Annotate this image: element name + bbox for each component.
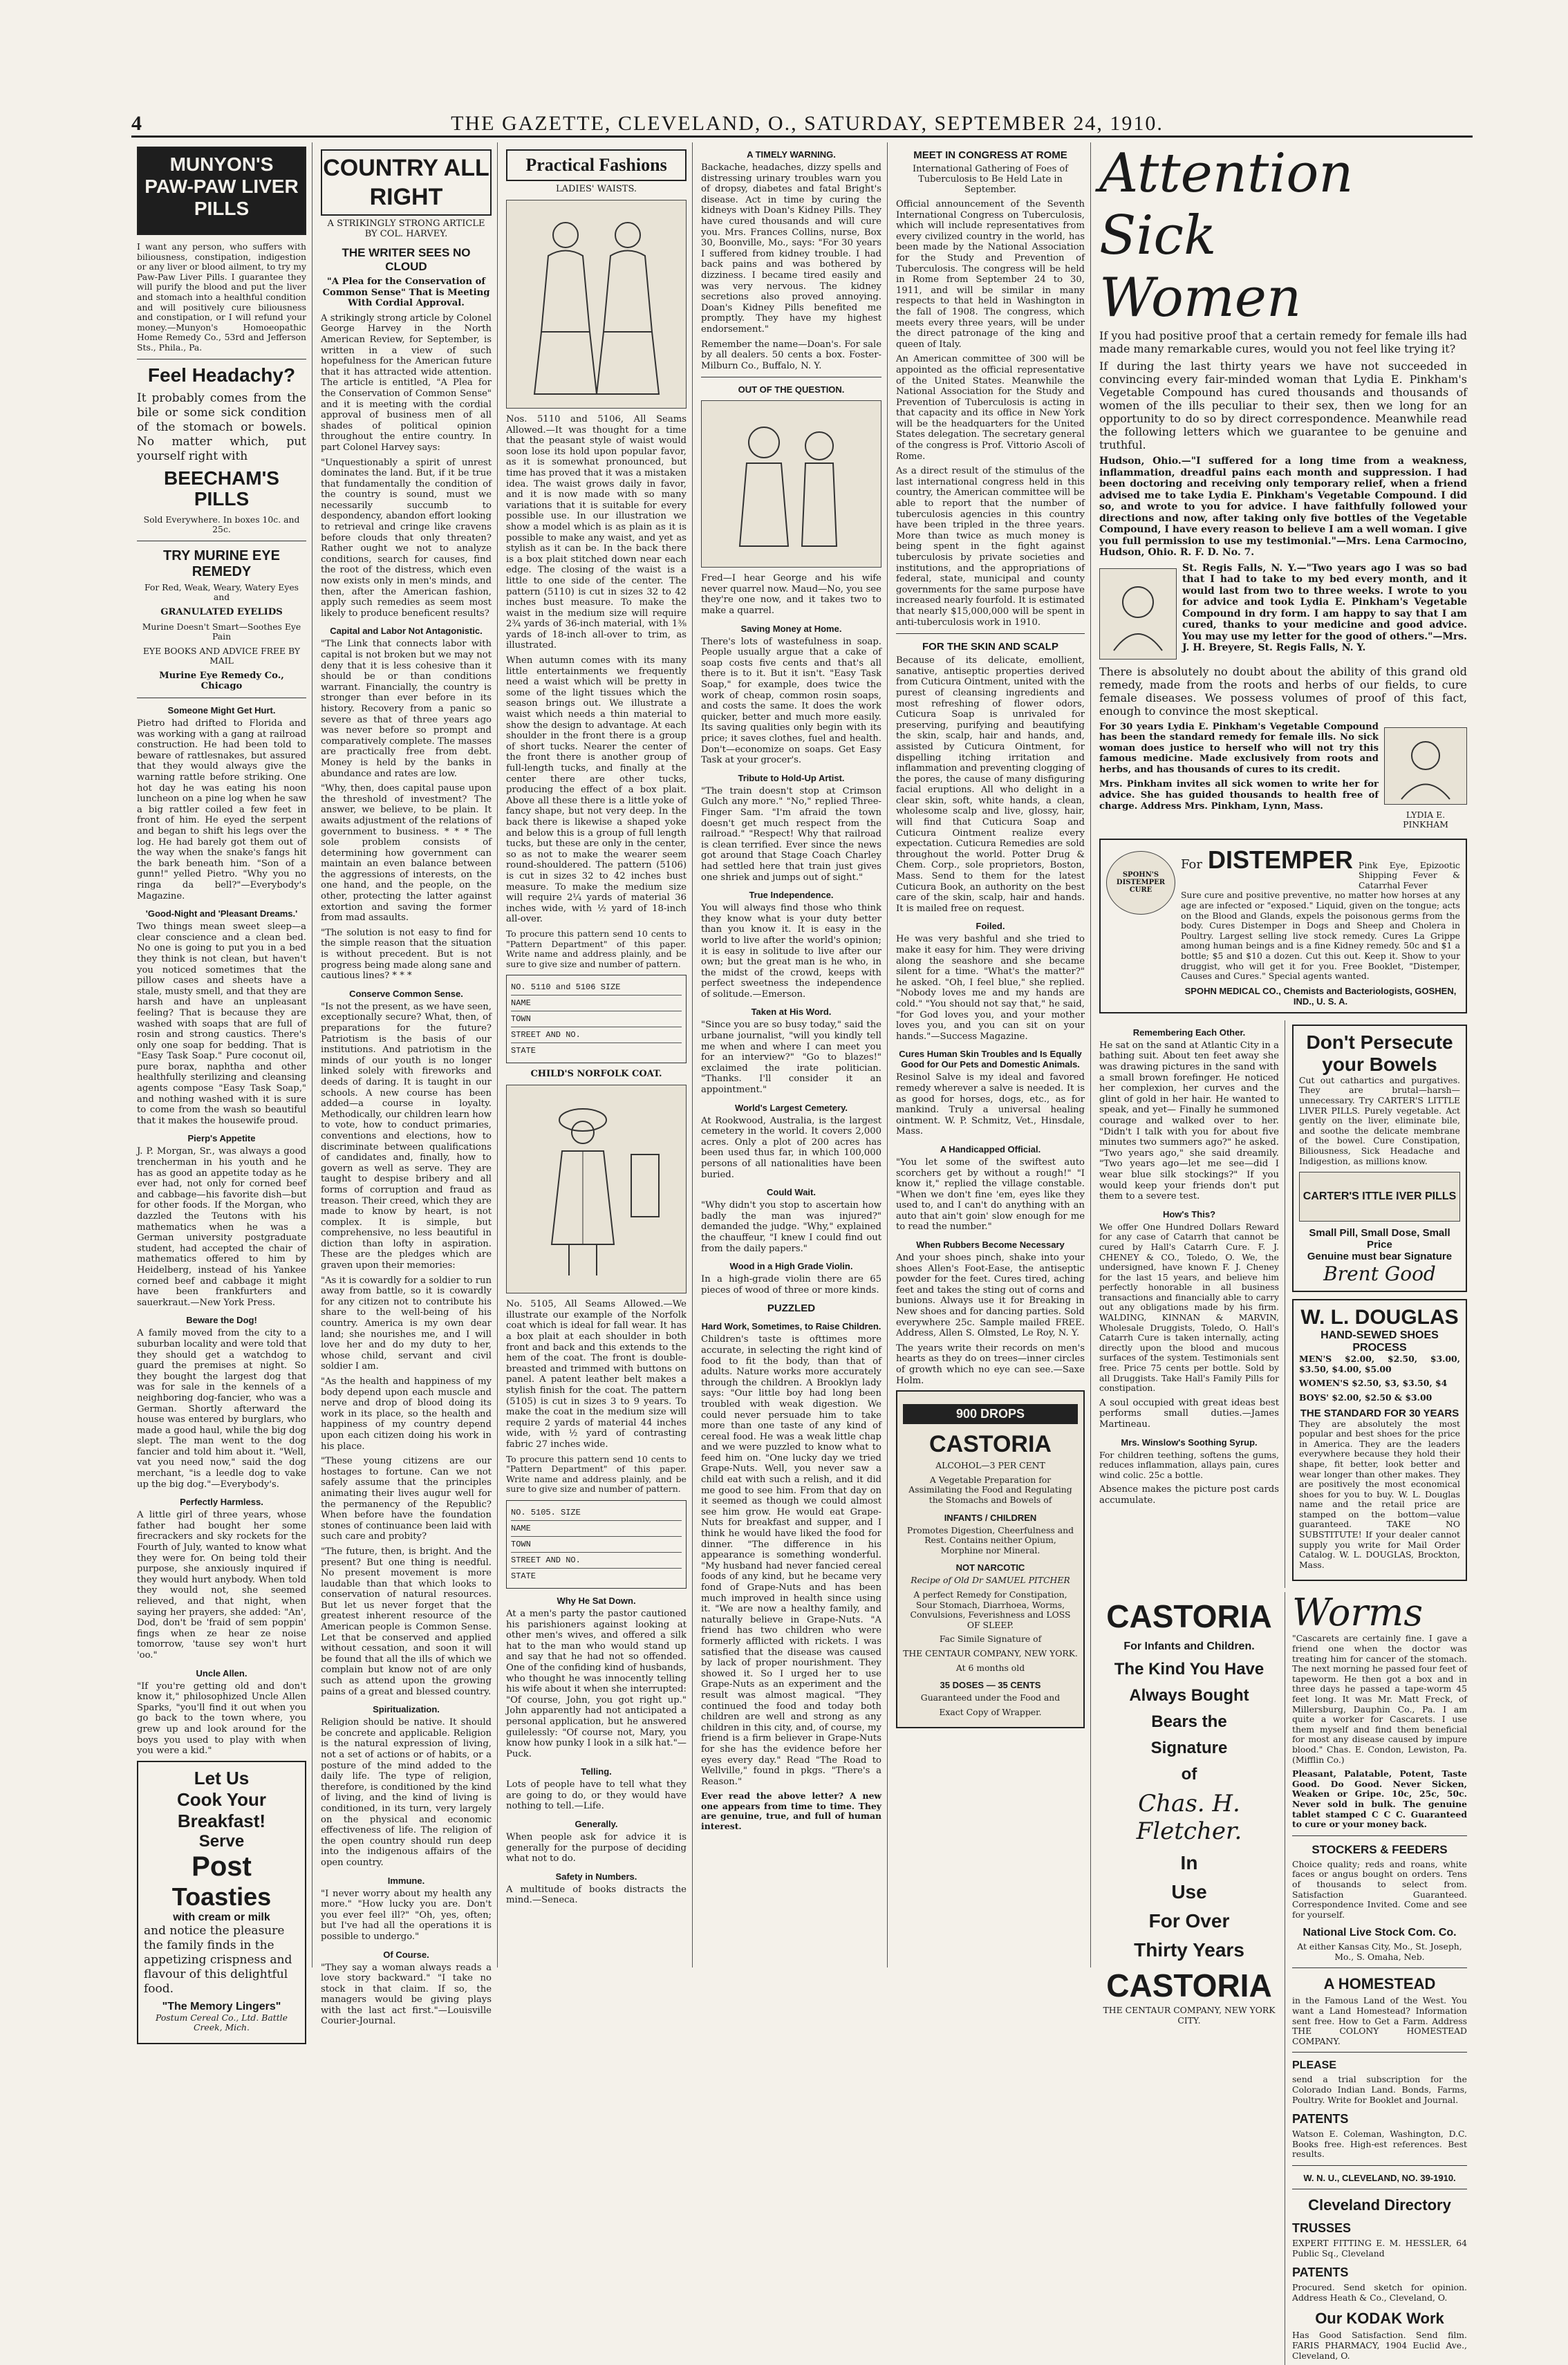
- article-section-head: Capital and Labor Not Antagonistic.: [330, 626, 483, 637]
- spohn-for: For: [1181, 857, 1202, 872]
- cartoon-caption: Fred—I hear George and his wife never quarrel now. Maud—No, you see they're one now, and it takes two to make a quarrel.: [701, 573, 881, 617]
- fashion-paragraph: No. 5105, All Seams Allowed.—We illustrate our example of the Norfolk coat which is ideal for fall wear. It has a box plait at each shoulder in both front and back and this extends to the hem of the coat. The front is double-breasted and trimmed with buttons on panel. A patent leather belt makes a stylish finish for the coat. The pattern (5105) is cut in sizes 3 to 9 years. To make the coat in the medium size will require 2 yards of material 44 inches wide, with ½ yard of contrasting fabric 27 inches wide.: [506, 1299, 687, 1450]
- carter-body: Cut out cathartics and purgatives. They are brutal—harsh—unnecessary. Try CARTER'S LITTLE LIVER PILLS. Purely vegetable. Act gently on the liver, eliminate bile, and soothe the delicate membrane of the bowel. Cure Constipation, Biliousness, Sick Headache and Indigestion, as millions know.: [1299, 1074, 1460, 1166]
- doans-headline: A TIMELY WARNING.: [747, 149, 836, 160]
- spohn-maker: SPOHN MEDICAL CO., Chemists and Bacteriologists, GOSHEN, IND., U. S. A.: [1184, 985, 1457, 1007]
- story-body: "Since you are so busy today," said the urbane journalist, "will you kindly tell me when and where I can meet you for an interview?" "Go to blazes!" exclaimed the irate politician. "Thanks. I'll consider it an appointment.": [701, 1020, 881, 1096]
- article-paragraph: "The Link that connects labor with capital is not broken but we may not deny that it is less cohesive than it should be or than conditions warrant. Financially, the country is stronger than ever before in its history. Recovery from a panic so severe as that of three years ago was never before so prompt and comparatively complete. The masses are practically free from debt. Money is held by the banks in abundance and rates are low.: [321, 639, 492, 779]
- trusses-body: EXPERT FITTING E. M. HESSLER, 64 Public Sq., Cleveland: [1292, 2238, 1467, 2259]
- story-title: Telling.: [581, 1766, 612, 1777]
- article-subhead: A STRIKINGLY STRONG ARTICLE BY COL. HARVEY.: [327, 218, 485, 239]
- pinkham-letter: St. Regis Falls, N. Y.—"Two years ago I was so bad that I had to take to my bed every month, and it would last from two to three weeks. I wrote to you for advice and took Lydia E. Pinkham's Vegetable Compound in dry form. I am happy to say that I am cured, thanks to your medicine and good advice. You may use my letter for the good of others."—Mrs. J. H. Breyere, St. Regis Falls, N. Y.: [1182, 562, 1467, 653]
- postum-line: Serve: [198, 1831, 245, 1851]
- story-title: Could Wait.: [766, 1187, 816, 1198]
- story-title: A Handicapped Official.: [940, 1143, 1041, 1155]
- postum-line: Toasties: [171, 1882, 272, 1911]
- murine-line3: Murine Doesn't Smart—Soothes Eye Pain: [142, 621, 301, 642]
- article-paragraph: "The solution is not easy to find for the simple reason that the situation is without precedent. But is not progress being made along sane and cautious lines? * * *: [321, 927, 492, 982]
- spohn-title: DISTEMPER: [1207, 845, 1353, 874]
- article-paragraph: Official announcement of the Seventh International Congress on Tuberculosis, which will include representatives from every civilized country in the world, has been made by the National Association for the Study and Prevention of Tuberculosis. The congress will be held in Rome from September 24 to 30, 1911, and will be similar in many respects to that held in Washington in the fall of 1908. The congress, which meets every three years, will be under the direct patronage of the king and queen of Italy.: [896, 199, 1085, 350]
- postum-line: with cream or milk: [173, 1911, 270, 1923]
- column-6: [1094, 142, 1473, 2361]
- pinkham-paragraph: If during the last thirty years we have not succeeded in convincing every fair-minded woman that Lydia E. Pinkham's Vegetable Compound has cured thousands and thousands of women of the ills peculiar to their sex, then we long for an opportunity to do so by direct correspondence. Meanwhile read the following letters which we guarantee to be genuine and truthful.: [1099, 359, 1467, 451]
- munyon-ad: [137, 147, 306, 235]
- story-title: Uncle Allen.: [196, 1667, 248, 1679]
- fashion-paragraph: Nos. 5110 and 5106, All Seams Allowed.—It was thought for a time that the peasant style of waist would soon lose its hold upon popular favor, as it is somewhat pronounced, but time has proved that it was a mistaken idea. The waist grows daily in favor, and it is now made with so many variations that it is suitable for every possible use. In our illustration we show a model which is as plain as it is possible to make any waist, and yet as stylish as it can be. In the back there is a box plait stitched down near each edge. The closing of the waist is a little to one side of the center. The pattern (5110) is cut in sizes 32 to 42 inches bust measure. To make the waist in the medium size will require 2¾ yards of 36-inch material, with 1⅜ yards of 18-inch all-over to trim, as illustrated.: [506, 414, 687, 651]
- pinkham-portrait: [1384, 727, 1467, 805]
- pinkham-paragraph: There is absolutely no doubt about the ability of this grand old remedy, made from the roots and herbs of our fields, to cure female diseases. We possess volumes of proof of this fact, enough to convince the most skeptical.: [1099, 664, 1467, 718]
- murine-title: TRY MURINE EYE REMEDY: [163, 548, 280, 579]
- fashion-paragraph: To procure this pattern send 10 cents to "Pattern Department" of this paper. Write name and address plainly, and be sure to give size and number of pattern.: [506, 1453, 687, 1495]
- postum-line: Cook Your: [176, 1788, 267, 1810]
- castoria-sub: For Infants and Children.: [1123, 1640, 1255, 1653]
- story-body: You will always find those who think they know what is your duty better than you know it. It is easy in the world to live after the world's opinion; it is easy in solitude to live after our own; but the great man is he who, in the midst of the crowd, keeps with perfect sweetness the independence of solitude.—Emerson.: [701, 903, 881, 1000]
- pinkham-paragraph: Mrs. Pinkham invites all sick women to write her for advice. She has guided thousands to health free of charge. Address Mrs. Pinkham, Lynn, Mass.: [1099, 779, 1379, 812]
- ladies-waists-caption: LADIES' WAISTS.: [555, 184, 637, 194]
- murine-line5: Murine Eye Remedy Co., Chicago: [159, 670, 284, 692]
- child-figure-icon: [521, 1092, 673, 1286]
- castoria-company: THE CENTAUR COMPANY, NEW YORK.: [903, 1647, 1078, 1658]
- masthead: [131, 105, 1473, 138]
- cartoon-title: OUT OF THE QUESTION.: [738, 384, 845, 395]
- article-paragraph: "The future, then, is bright. And the present? But one thing is needful. No present movement is more laudable than that which looks to conservation of natural resources. But let us never forget that the greatest inherent resource of the American people is Common Sense. Let that be conserved and applied without cessation, and soon it will be found that all the ills of which we complain but know not of are only such as attend upon the growing pains of a great and blessed country.: [321, 1546, 492, 1697]
- story-title: Perfectly Harmless.: [180, 1497, 263, 1508]
- castoria-desc: A Vegetable Preparation for Assimilating the Food and Regulating the Stomachs and Bowels of: [908, 1474, 1072, 1505]
- story-title: 'Good-Night and 'Pleasant Dreams.': [145, 908, 298, 919]
- story-body: "The train doesn't stop at Crimson Gulch any more." "No," replied Three-Finger Sam. "I'm afraid the town doesn't get much respect from the railroad." "Respect! Why that railroad is clean terrified. Ever since the news got around that Stage Coach Charley had settled here that train just gives one shriek and jumps out of sight.": [701, 785, 881, 883]
- form-field: NO. 5105. SIZE: [511, 1505, 682, 1521]
- postum-line: Let Us: [194, 1767, 250, 1788]
- postum-tagline: "The Memory Lingers": [162, 2000, 281, 2012]
- form-field: STATE: [511, 1571, 536, 1581]
- story-body: Absence makes the picture post cards accumulate.: [1099, 1484, 1279, 1506]
- article-paragraph: An American committee of 300 will be appointed as the official representative of the United States. Meanwhile the National Association for the Study and Prevention of Tuberculosis is acting in that capacity and its office in New York will be the headquarters for the United States delegation. The secretary general of the congress is Prof. Vittorio Ascoli of Rome.: [896, 354, 1085, 462]
- douglas-men: MEN'S $2.00, $2.50, $3.00, $3.50, $4.00, $5.00: [1299, 1354, 1460, 1374]
- stockers-heading: STOCKERS & FEEDERS: [1312, 1842, 1448, 1856]
- couple-cartoon-icon: [709, 408, 875, 560]
- castoria-line: Use: [1171, 1881, 1207, 1903]
- spohn-sub: Pink Eye, Epizootic Shipping Fever & Catarrhal Fever: [1358, 859, 1460, 890]
- column-4: [696, 142, 888, 1967]
- cuticura-body: Because of its delicate, emollient, sanative, antiseptic properties derived from Cuticura Ointment, united with the purest of cleansing ingredients and most refreshing of flower odors, Cuticura Soap is unrivaled for preserving, purifying and beautifying the skin, scalp, hair and hands, and, assisted by Cuticura Ointment, for dispelling itching irritation and inflammation and preventing clogging of the pores, the cause of many disfiguring facial eruptions. All who delight in a clear skin, soft, white hands, a clean, wholesome scalp and live, glossy, hair, will find that Cuticura Soap and Cuticura Ointment realize every expectation. Cuticura Remedies are sold throughout the world. Potter Drug & Chem. Corp., sole proprietors, Boston, Mass. Send to them for the latest Cuticura Book, an authority on the best care of the skin, scalp, hair and hands. It is mailed free on request.: [896, 655, 1085, 914]
- castoria-line: Bears the: [1151, 1712, 1227, 1732]
- story-title: How's This?: [1162, 1208, 1216, 1219]
- story-title: Generally.: [575, 1819, 618, 1830]
- castoria-alcohol: ALCOHOL—3 PER CENT: [935, 1460, 1045, 1471]
- pinkham-paragraph: If you had positive proof that a certain remedy for female ills had made many remarkable cures, would you not feel like trying it?: [1099, 329, 1467, 355]
- munyon-body: I want any person, who suffers with biliousness, constipation, indigestion or any liver or blood ailment, to try my Paw-Paw Liver Pills. I guarantee they will purify the blood and put the liver and stomach into a healthful condition and will positively cure biliousness and constipation, or I will refund your money.—Munyon's Homoeopathic Home Remedy Co., 53rd and Jefferson Sts., Phila., Pa.: [137, 241, 306, 353]
- post-toasties-ad: [137, 1761, 306, 2044]
- story-body: A multitude of books distracts the mind.—Seneca.: [506, 1884, 687, 1906]
- story-title: Remembering Each Other.: [1132, 1027, 1246, 1038]
- patents-body: Procured. Send sketch for opinion. Address Heath & Co., Cleveland, O.: [1292, 2282, 1467, 2303]
- story-title: Mrs. Winslow's Soothing Syrup.: [1121, 1437, 1258, 1448]
- article-section-head: Spiritualization.: [373, 1704, 440, 1715]
- douglas-ad: [1292, 1299, 1467, 1581]
- article-paragraph: A strikingly strong article by Colonel George Harvey in the North American Review, for September, is written in a view of such hopefulness for the American future that it has attracted wide attention. The article is entitled, "A Plea for the Conservation of Common Sense" and it is meeting with the cordial approval of business men of all shades of political opinion throughout the entire country. In part Colonel Harvey says:: [321, 312, 492, 453]
- douglas-standard: THE STANDARD FOR 30 YEARS: [1300, 1407, 1459, 1419]
- portrait-icon: [1394, 731, 1457, 801]
- pattern-order-form: [506, 1500, 687, 1589]
- story-body: "If you're getting old and don't know it," philosophized Uncle Allen Sparks, "you'll find it out when you go back to the town where, you grew up and look around for the boys you used to play with when you were a kid.": [137, 1681, 306, 1757]
- spohn-ad: [1099, 839, 1467, 1013]
- cascarets-body: "Cascarets are certainly fine. I gave a friend one when the doctor was treating him for cancer of the stomach. The next morning he passed four feet of tapeworm. He then got a box and in three days he passed a tape-worm 45 feet long. It was Mr. Matt Freck, of Millersburg, Dauphin Co., Pa. I am quite a worker for Cascarets. I use them myself and find them beneficial for most any disease caused by impure blood." Chas. E. Condon, Lewiston, Pa. (Mifflin Co.): [1292, 1633, 1467, 1765]
- cascarets-body: Pleasant, Palatable, Potent, Taste Good. Do Good. Never Sicken, Weaken or Gripe. 10c, 25c, 50c. Never sold in bulk. The genuine tablet stamped C C C. Guaranteed to cure or your money back.: [1292, 1768, 1467, 1830]
- homestead-heading: A HOMESTEAD: [1323, 1975, 1436, 1993]
- patents-heading: PATENTS: [1292, 2265, 1349, 2280]
- story-title: True Independence.: [749, 890, 834, 901]
- article-deck: "A Plea for the Conservation of Common Sense" That is Meeting With Cordial Approval.: [322, 277, 490, 309]
- worms-heading: Worms: [1292, 1591, 1424, 1635]
- carter-signature: Brent Good: [1323, 1262, 1436, 1286]
- congress-subhead: International Gathering of Foes of Tuberculosis to Be Held Late in September.: [912, 164, 1069, 195]
- form-field: TOWN: [511, 1537, 682, 1553]
- article-headline: COUNTRY ALL RIGHT: [321, 149, 492, 216]
- carter-box-text: CARTER'S ITTLE IVER PILLS: [1303, 1190, 1457, 1203]
- doans-body: Backache, headaches, dizzy spells and distressing urinary troubles warn you of dropsy, diabetes and fatal Bright's disease. Act in time by curing the kidneys with Doan's Kidney Pills. They have cured thousands and will cure you. Mrs. Frances Collins, nurse, Box 30, Boonville, Mo., says: "For 30 years I suffered from kidney trouble. I had back pains and was bothered by dizziness. I became tired easily and was very nervous. The kidney secretions also proved annoying. Doan's Kidney Pills benefited me promptly. They have my highest endorsement.": [701, 162, 881, 335]
- story-body: Resinol Salve is my ideal and favored remedy wherever a salve is needed. It is as good for horses, dogs, etc., as for mankind. Truly a universal healing ointment. W. P. Schmitz, Vet., Hinsdale, Mass.: [896, 1072, 1085, 1137]
- form-field: NO. 5110 and 5106 SIZE: [511, 980, 682, 995]
- douglas-shoes: HAND-SEWED SHOES PROCESS: [1320, 1329, 1439, 1354]
- article-paragraph: "As it is cowardly for a soldier to run away from battle, so it is cowardly for any citizen not to contribute his share to the well-being of his country. America is my own dear land; she nourishes me, and I will love her and do my duty to her, whose child, servant and civil soldier I am.: [321, 1275, 492, 1372]
- castoria-brand: CASTORIA: [929, 1431, 1052, 1458]
- story-title: Foiled.: [976, 921, 1005, 932]
- story-body: When people ask for advice it is generally for the purpose of deciding what not to do.: [506, 1832, 687, 1864]
- carter-ad: [1292, 1025, 1467, 1292]
- article-section-head: Of Course.: [383, 1949, 429, 1960]
- spohn-badge: [1106, 851, 1175, 915]
- form-field: STREET AND NO.: [511, 1553, 682, 1569]
- child-coat-caption: CHILD'S NORFOLK COAT.: [530, 1069, 662, 1080]
- kodak-heading: Our KODAK Work: [1315, 2310, 1444, 2328]
- story-title: Taken at His Word.: [751, 1007, 832, 1018]
- pinkham-ad: [1099, 142, 1467, 834]
- beecham-note: Sold Everywhere. In boxes 10c. and 25c.: [143, 514, 300, 535]
- patents-body: Watson E. Coleman, Washington, D.C. Books free. High-est references. Best results.: [1292, 2129, 1467, 2160]
- article-subhead-2: THE WRITER SEES NO CLOUD: [342, 246, 471, 273]
- murine-line1: For Red, Weak, Weary, Watery Eyes and: [144, 581, 299, 603]
- postum-body: and notice the pleasure the family finds in the appetizing crispness and flavour of this delightful food.: [144, 1923, 292, 1996]
- story-title: Why He Sat Down.: [557, 1595, 636, 1606]
- livestock-body: At either Kansas City, Mo., St. Joseph, Mo., S. Omaha, Neb.: [1297, 1941, 1462, 1962]
- castoria-line: The Kind You Have: [1114, 1660, 1264, 1679]
- carter-line: Don't Persecute: [1306, 1031, 1453, 1053]
- pattern-order-form: [506, 975, 687, 1063]
- story-body: A soul occupied with great ideas best performs small duties.—James Martineau.: [1099, 1397, 1279, 1430]
- homestead-body: in the Famous Land of the West. You want a Land Homestead? Information sent free. How to Get a Farm. Address THE COLONY HOMESTEAD COMPANY.: [1292, 1995, 1467, 2046]
- page-number: 4: [131, 112, 142, 135]
- pinkham-paragraph: For 30 years Lydia E. Pinkham's Vegetable Compound has been the standard remedy for female ills. No sick woman does justice to herself who will not try this famous medicine. Made exclusively from roots and herbs, and has thousands of cures to its credit.: [1099, 721, 1379, 775]
- fashion-paragraph: To procure this pattern send 10 cents to "Pattern Department" of this paper. Write name and address plainly, and be sure to give size and number of pattern.: [506, 928, 687, 969]
- castoria-line: Thirty Years: [1134, 1939, 1244, 1961]
- please-body: send a trial subscription for the Colorado Indian Land. Bonds, Farms, Poultry. Write for Booklet and Journal.: [1292, 2074, 1467, 2105]
- spohn-badge-text: SPOHN'S DISTEMPER CURE: [1116, 871, 1166, 895]
- column-1: [131, 142, 312, 2033]
- castoria-bottom: CASTORIA: [1106, 1967, 1272, 2004]
- douglas-women: WOMEN'S $2.50, $3, $3.50, $4: [1299, 1378, 1448, 1389]
- child-coat-illustration: [506, 1085, 687, 1293]
- postum-maker: Postum Cereal Co., Ltd. Battle Creek, Mich.: [156, 2012, 288, 2033]
- article-paragraph: "These young citizens are our hostages to fortune. Can we not safely assume that the principles animating their lives augur well for the permanency of the Republic? When before have the foundation stones of continuance been laid with such care and probity?: [321, 1456, 492, 1542]
- castoria-recipe: Recipe of Old Dr SAMUEL PITCHER: [911, 1575, 1070, 1586]
- article-paragraph: "They say a woman always reads a love story backward." "I take no stock in that claim. If so, the managers would be giving plays with the last act first."—Louisville Courier-Journal.: [321, 1962, 492, 2027]
- woman-portrait: [1099, 568, 1177, 660]
- column-3: [501, 142, 693, 1967]
- carter-genuine: Genuine must bear Signature: [1307, 1251, 1453, 1263]
- carter-line: your Bowels: [1322, 1053, 1437, 1075]
- story-title: World's Largest Cemetery.: [735, 1102, 848, 1113]
- directory-heading: Cleveland Directory: [1308, 2196, 1451, 2214]
- castoria-facsimile: Fac Simile Signature of: [939, 1634, 1042, 1645]
- castoria-copy: Exact Copy of Wrapper.: [939, 1706, 1042, 1717]
- beecham-body: It probably comes from the bile or some sick condition of the stomach or bowels. No matter which, put yourself right with: [137, 391, 306, 463]
- kodak-body: Has Good Satisfaction. Send film. FARIS PHARMACY, 1904 Euclid Ave., Cleveland, O.: [1292, 2330, 1467, 2361]
- spohn-body: Sure cure and positive preventive, no matter how horses at any age are infected or "exposed." Liquid, given on the tongue; acts on the Blood and Glands, expels the poisonous germs from the body. Cures Distemper in Dogs and Sheep and Cholera in Poultry. Largest selling live stock remedy. Cures La Grippe among human beings and is a fine Kidney remedy. 50c and $1 a bottle; $5 and $10 a dozen. Cut this out. Keep it. Show to your druggist, who will get it for you. Free Booklet, "Distemper, Causes and Cures." Special agents wanted.: [1181, 890, 1460, 982]
- castoria-line: For Over: [1148, 1910, 1230, 1932]
- article-section-head: Conserve Common Sense.: [349, 988, 463, 999]
- postum-line: Breakfast!: [177, 1810, 266, 1831]
- story-body: A little girl of three years, whose father had bought her some firecrackers and sky rockets for the Fourth of July, wanted to know what they were for. On being told their purpose, she anxiously inquired if they would hurt anybody. When told they would not, she seemed relieved, and that night, when saying her prayers, she added: "An', Dod, don't be 'fraid of sem poppin' fings when ze hear ze noise tomorrow, 'tause sey won't hurt 'oo.": [137, 1510, 306, 1661]
- castoria-wrapper-ad: [896, 1390, 1085, 1728]
- dress-figures-icon: [521, 207, 673, 401]
- congress-headline: MEET IN CONGRESS AT ROME: [913, 149, 1067, 161]
- story-title: Saving Money at Home.: [740, 623, 842, 634]
- article-paragraph: "Unquestionably a spirit of unrest dominates the land. But, if it be true that fundamentally the condition of the country is sound, must we necessarily succumb to despondency, abandon effort looking to retrieval and cringe like cravens before clouds that only threaten? Rather ought we not to analyze conditions, search for causes, find the root of the distress, which even now exists only in men's minds, and then, after the American fashion, apply such remedies as seem most likely to produce beneficent results?: [321, 457, 492, 619]
- story-title: Pierp's Appetite: [187, 1133, 256, 1144]
- castoria-guarantee: Guaranteed under the Food and: [920, 1692, 1061, 1703]
- story-title: Cures Human Skin Troubles and Is Equally Good for Our Pets and Domestic Animals.: [899, 1049, 1082, 1070]
- story-body: Children's taste is ofttimes more accurate, in selecting the right kind of food to fit the body, than that of adults. Nature works more accurately through the children. A Brooklyn lady says: "Our little boy had long been troubled with weak digestion. We could never persuade him to take more than one taste of any kind of cereal food. He was a weak little chap and we were puzzled to know what to feed him on. "One lucky day we tried Grape-Nuts. Well, you never saw a child eat with such a relish, and it did me good to see him. From that day on it seemed as though we could almost see him grow. He would eat Grape-Nuts for breakfast and supper, and I think he would have liked the food for dinner. "The difference in his appearance is something wonderful. "My husband had never fancied cereal foods of any kind, but he became very fond of Grape-Nuts and has been much improved in health since using it. "We are now a healthy family, and naturally believe in Grape-Nuts. "A friend has two children who were formerly afflicted with rickets. I was satisfied that the disease was caused by lack of proper nourishment. They showed it. So I urged her to use Grape-Nuts as an experiment and the result was almost magical. "They continued the food and today both children are well and strong as any children in this city, and, of course, my friend is a firm believer in Grape-Nuts for she has the evidence before her eyes every day." Read "The Road to Wellville," found in pkgs. "There's a Reason.": [701, 1334, 881, 1787]
- story-title: Beware the Dog!: [186, 1315, 257, 1326]
- livestock-heading: National Live Stock Com. Co.: [1303, 1927, 1457, 1939]
- story-body: At Rookwood, Australia, is the largest cemetery in the world. It covers 2,000 acres. Only a plot of 200 acres has been used thus far, in which 100,000 persons of all nationalities have been buried.: [701, 1115, 881, 1180]
- munyon-title: MUNYON'S PAW-PAW LIVER PILLS: [144, 153, 299, 219]
- article-section-head: Immune.: [387, 1875, 425, 1886]
- ladies-waists-illustration: [506, 200, 687, 409]
- column-2: [315, 142, 498, 2027]
- castoria-months: At 6 months old: [955, 1662, 1025, 1673]
- douglas-body: They are absolutely the most popular and best shoes for the price in America. They are the leaders everywhere because they hold their shape, fit better, look better and wear longer than other makes. They are positively the most economical shoes for you to buy. W. L. Douglas name and the retail price are stamped on the bottom—value guaranteed. TAKE NO SUBSTITUTE! If your dealer cannot supply you write for Mail Order Catalog. W. L. DOUGLAS, Brockton, Mass.: [1299, 1418, 1460, 1570]
- castoria-title: CASTORIA: [1106, 1598, 1272, 1635]
- story-body: J. P. Morgan, Sr., was always a good trencherman in his youth and he has as good an appetite today as he ever had, not only for corned beef and cabbage—his favorite dish—but for other foods. If the Morgan, who dazzled the Teutons with his mathematics when he was a German university postgraduate student, had accepted the chair of mathematics offered to him by Heidelberg, instead of his Yankee corned beef and cabbage it might have been frankfurters and sauerkraut.—New York Press.: [137, 1146, 306, 1308]
- puzzled-headline: PUZZLED: [767, 1302, 816, 1315]
- story-body: In a high-grade violin there are 65 pieces of wood of three or more kinds.: [701, 1274, 881, 1296]
- pinkham-letter: Hudson, Ohio.—"I suffered for a long time from a weakness, inflammation, dreadful pains each month and suppression. I had been doctoring and receiving only temporary relief, when a friend advised me to take Lydia E. Pinkham's Vegetable Compound. I did so, and wrote to you for advice. I have faithfully followed your directions and now, after taking only five bottles of the Vegetable Compound, I have every reason to believe I am a well woman. I give you full permission to use my testimonial."—Mrs. Lena Carmocino, Hudson, Ohio. R. F. D. No. 7.: [1099, 456, 1467, 558]
- portrait-caption: LYDIA E. PINKHAM: [1403, 809, 1448, 830]
- castoria-big-ad: [1099, 1592, 1285, 2365]
- castoria-line: of: [1181, 1765, 1197, 1784]
- douglas-boys: BOYS' $2.00, $2.50 & $3.00: [1299, 1392, 1432, 1403]
- story-title: When Rubbers Become Necessary: [916, 1240, 1065, 1251]
- story-body: The years write their records on men's hearts as they do on trees—inner circles of growth which no eye can see.—Saxe Holm.: [896, 1343, 1085, 1386]
- form-field: NAME: [511, 1521, 682, 1537]
- story-title: Someone Might Get Hurt.: [167, 705, 276, 716]
- story-body: For children teething, softens the gums, reduces inflammation, allays pain, cures wind colic. 25c a bottle.: [1099, 1449, 1279, 1480]
- article-paragraph: "Why, then, does capital pause upon the threshold of investment? The answer, we believe, to be plain. It awaits adjustment of the relations of government to business. * * * The sole problem consists of determining how government can maintain an even balance between the aggressions of interests, on the one hand, and the people, on the other, protecting the latter against extortion and saving the former from mad assaults.: [321, 783, 492, 924]
- douglas-title: W. L. DOUGLAS: [1300, 1306, 1459, 1329]
- fletcher-signature: Chas. H. Fletcher.: [1136, 1790, 1242, 1846]
- story-body: And your shoes pinch, shake into your shoes Allen's Foot-Ease, the antiseptic powder for the feet. Cures tired, aching feet and takes the sting out of corns and bunions. Always use it for Breaking in New shoes and for dancing parties. Sold everywhere 25c. Sample mailed FREE. Address, Allen S. Olmsted, Le Roy, N. Y.: [896, 1253, 1085, 1339]
- wnu-line: W. N. U., CLEVELAND, NO. 39-1910.: [1303, 2173, 1456, 2183]
- please-heading: PLEASE: [1292, 2059, 1337, 2072]
- form-field: STREET AND NO.: [511, 1027, 682, 1043]
- article-paragraph: Religion should be native. It should be concrete and applicable. Religion is the natural expression of living, not a set of actions or of habits, or a posture of the mind added to the daily life. The type of religion, therefore, is conditioned by the kind of living, and the kind of living is conditioned, in its turn, very largely on the physical and economic effectiveness of life. The religion of the open country should run deep into the indigenous affairs of the open country.: [321, 1717, 492, 1868]
- women-heading: Women: [1099, 267, 1302, 329]
- castoria-line: Always Bought: [1129, 1686, 1249, 1705]
- fashion-paragraph: When autumn comes with its many little entertainments we frequently need a waist which will be pretty in some of the light tissues which the season brings out. We illustrate a waist which needs a thin material to show the design to advantage. At each shoulder in the front there is a group of short tucks. Nearer the center of the front there is another group of full-length tucks, and finally at the center there are other tucks, producing the effect of a box plait. Above all these there is a little yoke of fancy shape, but not very deep. In the back there is likewise a shaped yoke and below this is a group of full length tucks, but these are only in the center, so as not to make the wearer seem round-shouldered. The pattern (5106) is cut in sizes 32 to 42 inches bust measure. To make the medium size will require 2¼ yards of material 36 inches wide, with ½ yard of 18-inch all-over.: [506, 655, 687, 925]
- castoria-doses: 35 DOSES — 35 CENTS: [940, 1680, 1041, 1691]
- beecham-title: Feel Headachy?: [147, 364, 296, 386]
- castoria-promotes: Promotes Digestion, Cheerfulness and Rest. Contains neither Opium, Morphine nor Mineral.: [906, 1524, 1074, 1555]
- article-paragraph: "As the health and happiness of my body depend upon each muscle and nerve and drop of blood doing its work in its place, so the health and happiness of my country depend upon each citizen doing his work in his place.: [321, 1376, 492, 1452]
- form-field: STATE: [511, 1046, 536, 1056]
- story-body: "Why didn't you stop to ascertain how badly the man was injured?" demanded the judge. "Why," explained the chauffeur, "I knew I could find out from the daily papers.": [701, 1200, 881, 1254]
- story-body: Pietro had drifted to Florida and was working with a gang at railroad construction. He had been told to beware of rattlesnakes, but assured that they would always give the warning rattle before striking. One hot day he was eating his noon luncheon on a pine log when he saw a big rattler coiled a few feet in front of him. He eyed the serpent and began to shift his legs over the log. He had barely got them out of the way when the snake's fangs hit the bark beneath him. "Son of a gunn!" yelled Pietro. "Why you no ringa da bell?"—Everybody's Magazine.: [137, 718, 306, 901]
- story-body: He sat on the sand at Atlantic City in a bathing suit. About ten feet away she was drawing pictures in the sand with a small brown forefinger. He noticed her complexion, her curves and the glint of gold in her hair. He wanted to speak, and yet— Finally he summoned courage and walked over to her. "Didn't I talk with you for about five minutes two summers ago?" he asked. "Two years ago," she said dreamily. "Two years ago—let me see—did I wear blue silk stockings?" If you would keep your friends don't put them to a severe test.: [1099, 1040, 1279, 1202]
- attention-heading: Attention: [1099, 142, 1354, 205]
- stockers-body: Choice quality; reds and roans, white faces or angus bought on orders. Tens of thousands to select from. Satisfaction Guaranteed. Correspondence Invited. Come and see for yourself.: [1292, 1858, 1467, 1920]
- carter-small: Small Pill, Small Dose, Small Price: [1309, 1227, 1450, 1251]
- patents-heading: PATENTS: [1292, 2112, 1349, 2126]
- article-paragraph: "Is not the present, as we have seen, exceptionally secure? What, then, of preparations for the future? Patriotism is the basis of our institutions. And patriotism in the minds of our youth is no longer linked solely with fireworks and deeds of daring. It is taught in our schools. A new course has been added—a course in loyalty. Methodically, our children learn how to vote, how to conduct primaries, conventions and elections, how to discriminate between qualifications of candidates and, finally, how to govern as well as serve. They are taught to despise bribery and all forms of corruption and fraud as treason. Their creed, which they are made to know by heart, is not complex. It is simple, but comprehensive, no less beautiful in diction than lofty in aspiration. These are the pledges which are graven upon their memories:: [321, 1001, 492, 1271]
- castoria-line: Signature: [1150, 1739, 1228, 1758]
- postum-line: Post: [192, 1851, 252, 1882]
- castoria-company: THE CENTAUR COMPANY, NEW YORK CITY.: [1103, 2005, 1276, 2026]
- story-body: We offer One Hundred Dollars Reward for any case of Catarrh that cannot be cured by Hall's Catarrh Cure. F. J. CHENEY & CO., Toledo, O. We, the undersigned, have known F. J. Cheney for the last 15 years, and believe him perfectly honorable in all business transactions and financially able to carry out any obligations made by his firm. WALDING, KINNAN & MARVIN, Wholesale Druggists, Toledo, O. Hall's Catarrh Cure is taken internally, acting directly upon the blood and mucous surfaces of the system. Testimonials sent free. Price 75 cents per bottle. Sold by all Druggists. Take Hall's Family Pills for constipation.: [1099, 1221, 1279, 1394]
- story-body: "You let some of the swiftest auto scorchers get by without a rough!" "I know it," replied the village constable. "When we don't fine 'em, eyes like they used to, and I can't do anything with an auto that ain't goin' slow enough for me to read the number.": [896, 1157, 1085, 1233]
- puzzled-subhead: Hard Work, Sometimes, to Raise Children.: [701, 1321, 881, 1332]
- castoria-remedy: A perfect Remedy for Constipation, Sour Stomach, Diarrhoea, Worms, Convulsions, Feverishness and LOSS OF SLEEP.: [910, 1589, 1071, 1630]
- castoria-narcotic: NOT NARCOTIC: [955, 1562, 1025, 1573]
- murine-line2: GRANULATED EYELIDS: [160, 606, 283, 617]
- cartoon-illustration: [701, 400, 881, 568]
- form-field: TOWN: [511, 1011, 682, 1027]
- murine-line4: EYE BOOKS AND ADVICE FREE BY MAIL: [142, 645, 301, 666]
- trusses-heading: TRUSSES: [1292, 2221, 1352, 2235]
- column-5: [890, 142, 1091, 1967]
- story-body: At a men's party the pastor cautioned his parishioners against looking at other men's wives, and offered a silk hat to the man who would stand up and say that he had not so offended. One of the confiding kind of husbands, who thought he was innocently telling his wife about it when she interrupted: "Of course, John, you got right up." John apparently had not anticipated a personal application, but he answered guilelessly: "Of course not, Mary, you know how punky I look in a silk hat."—Puck.: [506, 1608, 687, 1759]
- doans-body: Remember the name—Doan's. For sale by all dealers. 50 cents a box. Foster-Milburn Co., Buffalo, N. Y.: [701, 339, 881, 371]
- portrait-icon: [1107, 576, 1169, 652]
- story-title: Safety in Numbers.: [555, 1871, 637, 1882]
- story-body: There's lots of wastefulness in soap. People usually argue that a cake of soap costs five cents and that's all there is to it. But it isn't. "Easy Task Soap," for example, does twice the work of cheap, common rosin soaps, and costs the same. It does the work quicker, better and much more easily. Its saving qualities only begin with its price; it saves clothes, fuel and health. Don't—economize on soaps. Get Easy Task at your grocer's.: [701, 636, 881, 766]
- castoria-line: In: [1180, 1852, 1198, 1874]
- castoria-infants: INFANTS / CHILDREN: [944, 1512, 1037, 1523]
- story-body: Two things mean sweet sleep—a clear conscience and a clean bed. No one is going to put you in a bed they think is not clean, but haven't you noticed sometimes that the pillow cases and sheets have a stale, musty smell, and that they are harsh and have an unpleasant feeling? That is because they are washed with soaps that are full of rosin and strong caustics. There's only one soap for bedding. That is "Easy Task Soap." Pure coconut oil, pure borax, naphtha and other healthfully sterilizing and cleansing agents compose "Easy Task Soap," and nothing washed with it is sure to come from the wash so beautiful that it makes the housewife proud.: [137, 922, 306, 1126]
- article-paragraph: As a direct result of the stimulus of the last international congress held in this country, the American committee will be able to report that the number of tuberculosis agencies in this country have been tripled in the three years. More than twice as much money is being spent in the fight against tuberculosis by private societies and institutions, and the appropriations of federal, state, municipal and county governments for the same purpose have increased nearly fourfold. It is estimated that nearly $15,000,000 will be spent in anti-tuberculosis work in 1910.: [896, 466, 1085, 628]
- story-body: Lots of people have to tell what they are going to do, or they would have nothing to tell.—Life.: [506, 1779, 687, 1812]
- newspaper-title: THE GAZETTE, CLEVELAND, O., SATURDAY, SEPTEMBER 24, 1910.: [451, 112, 1164, 135]
- carter-pill-box: [1299, 1172, 1460, 1222]
- story-title: Wood in a High Grade Violin.: [729, 1261, 853, 1272]
- beecham-product: BEECHAM'S PILLS: [164, 467, 279, 510]
- story-body: Ever read the above letter? A new one appears from time to time. They are genuine, true, and full of human interest.: [701, 1791, 881, 1832]
- article-paragraph: "I never worry about my health any more." "How lucky you are. Don't you ever feel ill?" "Oh, yes, often; but I've had all the operations it is possible to undergo.": [321, 1888, 492, 1942]
- sick-heading: Sick: [1099, 205, 1217, 267]
- cuticura-headline: FOR THE SKIN AND SCALP: [922, 641, 1058, 653]
- castoria-drops: 900 DROPS: [903, 1404, 1078, 1424]
- story-body: He was very bashful and she tried to make it easy for him. They were driving along the seashore and she became silent for a time. "What's the matter?" he asked. "Oh, I feel blue," she replied. "Nobody loves me and my hands are cold." "You should not say that," he said, "for God loves you, and your mother loves you, and you can sit on your hands."—Success Magazine.: [896, 934, 1085, 1042]
- fashions-title: Practical Fashions: [506, 149, 687, 181]
- story-title: Tribute to Hold-Up Artist.: [738, 772, 845, 783]
- form-field: NAME: [511, 995, 682, 1011]
- story-body: A family moved from the city to a suburban locality and were told that they should get a watchdog to guard the premises at night. So they bought the largest dog that was for sale in the kennels of a neighboring dog-fancier, who was a German. Shortly afterward the house was entered by burglars, who made a good haul, while the big dog slept. The man went to the dog fancier and told him about it. "Well, vat you need now," said the dog merchant, "is a leedle dog to vake up the big dog."—Everybody's.: [137, 1328, 306, 1490]
